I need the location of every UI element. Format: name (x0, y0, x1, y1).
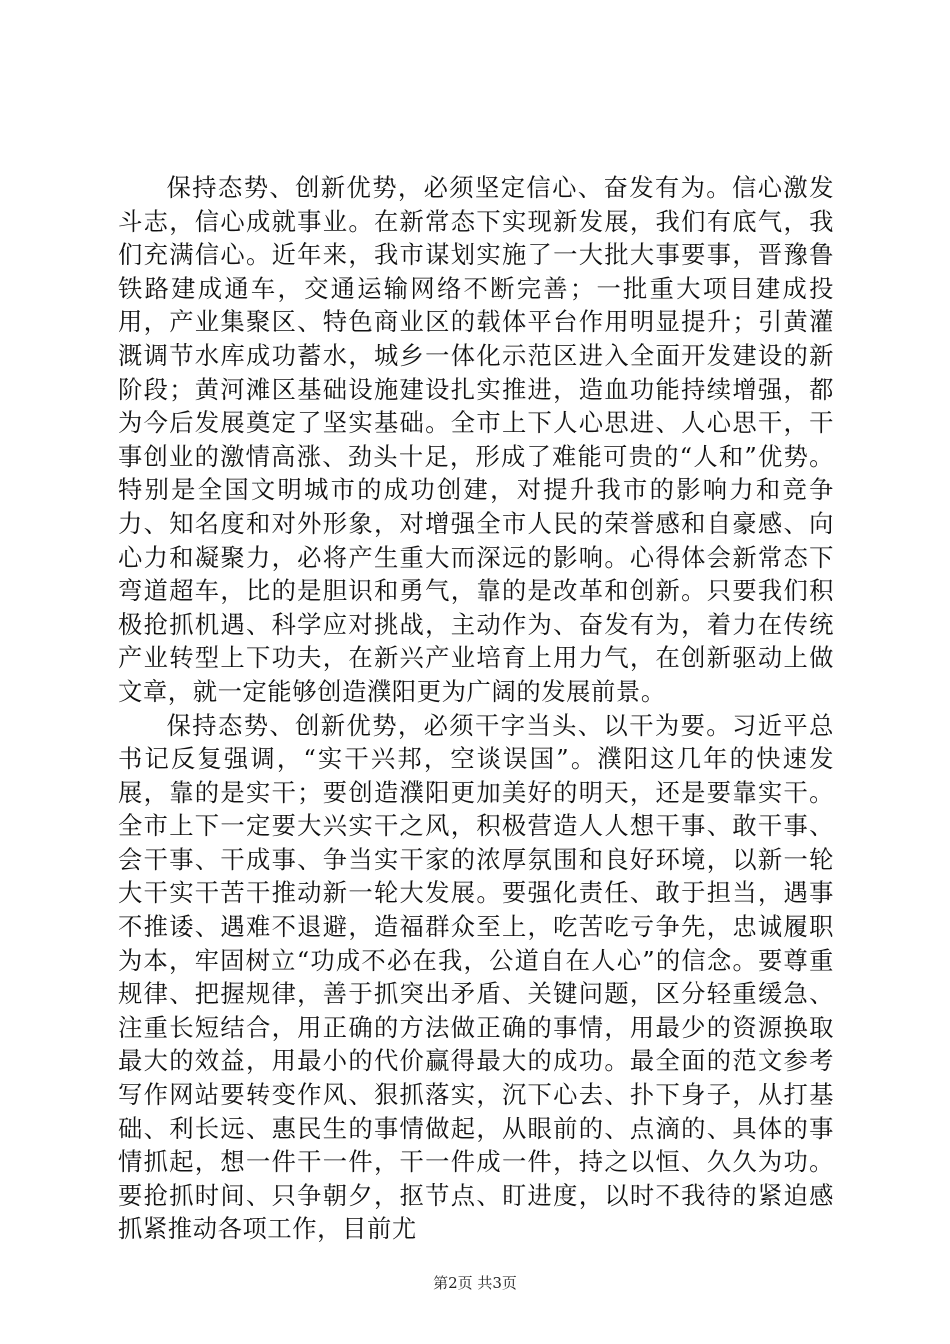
paragraph-2: 保持态势、创新优势，必须干字当头、以干为要。习近平总书记反复强调，“实干兴邦，空谈误国”。濮阳这几年的快速发展，靠的是实干；要创造濮阳更加美好的明天，还是要靠实干。全市上下一定要大兴实干之风，积极营造人人想干事、敢干事、会干事、干成事、争当实干家的浓厚氛围和良好环境，以新一轮大干实干苦干推动新一轮大发展。要强化责任、敢于担当，遇事不推诿、遇难不退避，造福群众至上，吃苦吃亏争先，忠诚履职为本，牢固树立“功成不必在我，公道自在人心”的信念。要尊重规律、把握规律，善于抓突出矛盾、关键问题，区分轻重缓急、注重长短结合，用正确的方法做正确的事情，用最少的资源换取最大的效益，用最小的代价赢得最大的成功。最全面的范文参考写作网站要转变作风、狠抓落实，沉下心去、扑下身子，从打基础、利长远、惠民生的事情做起，从眼前的、点滴的、具体的事情抓起，想一件干一件，干一件成一件，持之以恒、久久为功。要抢抓时间、只争朝夕，抠节点、盯进度，以时不我待的紧迫感抓紧推动各项工作，目前尤 (118, 710, 834, 1244)
page-number-footer: 第2页 共3页 (433, 1274, 517, 1292)
document-body (118, 171, 834, 1246)
paragraph-1: 保持态势、创新优势，必须坚定信心、奋发有为。信心激发斗志，信心成就事业。在新常态下实现新发展，我们有底气，我们充满信心。近年来，我市谋划实施了一大批大事要事，晋豫鲁铁路建成通车，交通运输网络不断完善；一批重大项目建成投用，产业集聚区、特色商业区的载体平台作用明显提升；引黄灌溉调节水库成功蓄水，城乡一体化示范区进入全面开发建设的新阶段；黄河滩区基础设施建设扎实推进，造血功能持续增强，都为今后发展奠定了坚实基础。全市上下人心思进、人心思干，干事创业的激情高涨、劲头十足，形成了难能可贵的“人和”优势。特别是全国文明城市的成功创建，对提升我市的影响力和竞争力、知名度和对外形象，对增强全市人民的荣誉感和自豪感、向心力和凝聚力，必将产生重大而深远的影响。心得体会新常态下弯道超车，比的是胆识和勇气，靠的是改革和创新。只要我们积极抢抓机遇、科学应对挑战，主动作为、奋发有为，着力在传统产业转型上下功夫，在新兴产业培育上用力气，在创新驱动上做文章，就一定能够创造濮阳更为广阔的发展前景。 (118, 173, 834, 706)
